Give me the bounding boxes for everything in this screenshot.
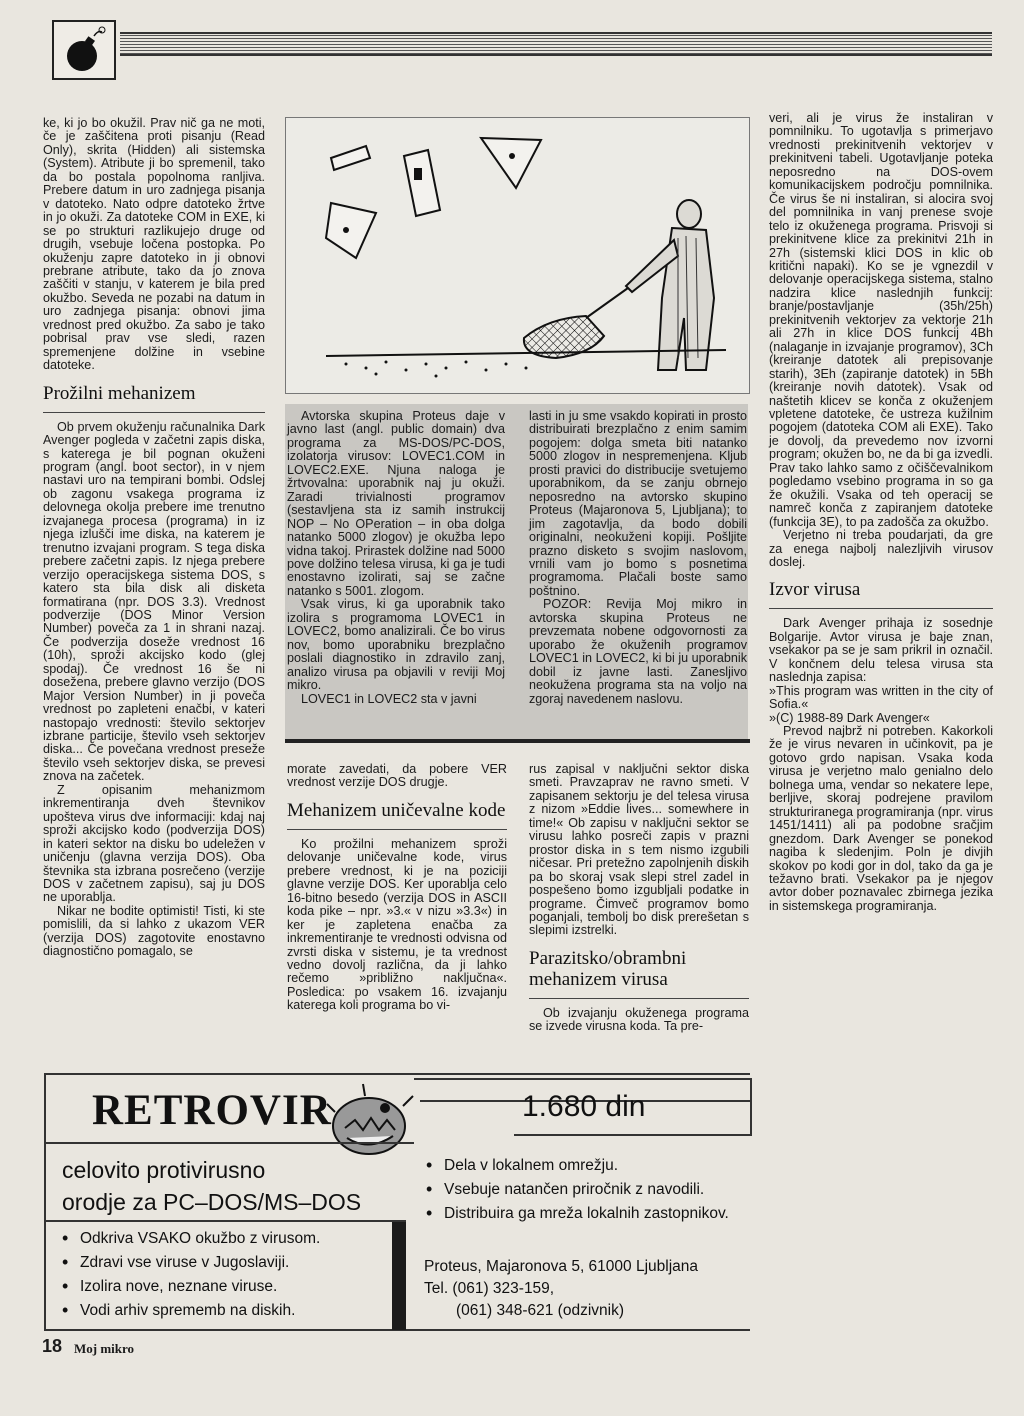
- ad-feature: • Dela v lokalnem omrežju.: [424, 1154, 744, 1178]
- info-paragraph: LOVEC1 in LOVEC2 sta v javni: [301, 691, 477, 706]
- col3-paragraph: Ob izvajanju okuženega programa se izvede virusna koda. Ta pre-: [529, 1005, 749, 1034]
- ad-feature: • Zdravi vse viruse v Jugoslaviji.: [60, 1251, 400, 1275]
- box-bottom-rule: [285, 739, 750, 743]
- ad-feature: • Odkriva VSAKO okužbo z virusom.: [60, 1227, 400, 1251]
- col1-paragraph: Z opisanim mehanizmom inkrementiranja dveh števnikov upošteva virus dve informaciji: kdaj naj sproži akcijsko kodo (podverzija DOS) in kateri sektor na disku bo udeležen v uničenju (glavna verzija DOS). Oba števnika sta izbrana posrečeno (verzije DOS v začetnem zapisu), saj ju DOS ne uporablja.: [43, 782, 265, 905]
- col3-top: rus zapisal v naključni sektor diska smeti. Pravzaprav ne ravno smeti. V zapisanem sektorju je del telesa virusa z nizom »Eddie lives... somewhere in time!« Ob zapisu v naključni sektor se virusu lahko posreči zapis v prazni prostor diska in s tem nismo izgubili ničesar. Pri pretežno zapolnjenih diskih pa bo skoraj vsak slepi strel zadel in pospešeno bomo izgubljali podatke in programe. Čimveč programov bomo poganjali, tembolj bo disk prerešetan s slepimi izstrelki.: [529, 762, 749, 938]
- ad-features-right: [424, 1154, 744, 1226]
- info-paragraph: Vsak virus, ki ga uporabnik tako izolira s programoma LOVEC1 in LOVEC2, bomo analizirali. Če bo virus nov, bomo uporabniku brezplačno poslali diagnostiko in zdravilo zanj, analizo virusa pa objavili v reviji Moj mikro.: [287, 597, 505, 693]
- page-number: 18: [42, 1336, 63, 1356]
- ad-feature: • Vodi arhiv sprememb na diskih.: [60, 1299, 400, 1323]
- col4-paragraph: Prevod najbrž ni potreben. Kakorkoli že je virus nevaren in učinkovit, pa je gotovo grdo napisan. Vsaka koda virusa je verjetno malo genialno delo bolnega uma, vendar so nekatere lepe, berljive, skoraj podrejene pravilom strukturiranega programiranja (npr. virus 1451/1411) ali pa podobne sračjim gnezdom. Dark Avenger se ponekod nagiba k sledenjim. Poln je divjih skokov po kodi gor in dol, tako da ga je težavno brati. Vsekakor pa je njegov avtor dober poznavalec zbirnega jezika in sistemskega programiranja.: [769, 724, 993, 913]
- ad-feature: • Vsebuje natančen priročnik z navodili.: [424, 1178, 744, 1202]
- magazine-name: Moj mikro: [74, 1341, 135, 1356]
- man-catching-diskettes-icon: [286, 118, 749, 393]
- ad-tagline-1: celovito protivirusno: [62, 1157, 266, 1183]
- ad-feature: • Izolira nove, neznane viruse.: [60, 1275, 400, 1299]
- bomb-icon-box: [52, 20, 116, 80]
- col1-intro: ke, ki jo bo okužil. Prav nič ga ne moti, če je zaščitena proti pisanju (Read Only), skrita (Hidden) ali sistemska (System). Atribute ji bo spremenil, tako da bo postala popolnoma ranljiva. Prebere datum in uro zadnjega pisanja v datoteko. Nato odpre datoteko žrtve in jo okuži. Za datoteke COM in EXE, ki se po strukturi razlikujejo druge od drugih, vsebuje ločena postopka. Po okuženju zapre datoteko in ji obnovi prebrane atribute, tako da jo znova zaščiti v stanju, v katerem je bila pred okužbo. Seveda ne pozabi na datum in uro zadnjega pisanja: obnovi jima vrednost pred okužbo. Za sabo je tako pobrisal prav vse sledi, razen spremenjene dolžine in vsebine datoteke.: [43, 116, 265, 373]
- col1-paragraph: Nikar ne bodite optimisti! Tisti, ki ste pomislili, da si lahko z ukazom VER (verzija DOS) zagotovite enostavno diagnostično pomagalo, se: [43, 903, 265, 959]
- section-rule: [529, 998, 749, 999]
- illustration: [285, 117, 750, 394]
- ad-tagline-2: orodje za PC–DOS/MS–DOS: [62, 1189, 362, 1215]
- column-2: [287, 763, 507, 1013]
- ad-feature: • Distribuira ga mreža lokalnih zastopnikov.: [424, 1202, 744, 1226]
- ad-divider: [44, 1142, 414, 1144]
- col4-paragraph: Verjetno ni treba poudarjati, da gre za enega najbolj nalezljivih virusov doslej.: [769, 528, 993, 569]
- info-box-left: [287, 410, 505, 706]
- col4-quote: »This program was written in the city of Sofia.«: [769, 683, 993, 712]
- col2-top: morate zavedati, da pobere VER vrednost verzije DOS drugje.: [287, 762, 507, 790]
- section-title-parasitic: Parazitsko/obrambni mehanizem virusa: [529, 947, 687, 990]
- col4-quote: »(C) 1988-89 Dark Avenger«: [769, 710, 930, 725]
- ad-brand: RETROVIR: [92, 1087, 332, 1134]
- column-3: [529, 763, 749, 1034]
- ad-divider: [44, 1220, 406, 1222]
- section-title-trigger: Prožilni mehanizem: [43, 382, 196, 404]
- info-box-right: [529, 410, 747, 706]
- header-stripe: [120, 32, 992, 56]
- virus-creature-icon: [325, 1082, 415, 1164]
- bomb-icon: [54, 22, 114, 78]
- col4-paragraph: Dark Avenger prihaja iz sosednje Bolgarije. Avtor virusa je baje znan, vsekakor pa se je sam prikril in označil. V končnem delu telesa virusa sta naslednja zapisa:: [769, 616, 993, 685]
- col1-paragraph: Ob prvem okuženju računalnika Dark Avenger pogleda v začetni zapis diska, s katerega je bil pognan okuženi program (angl. boot sector), in v njem nastavi uro na tempirani bombi. Odslej ob zagonu vsakega programa iz delovnega okolja prebere ime trenutno izvajanega procesa (programa) in iz njega izlušči ime diska, na katerem je trenutno izvajani program. S tega diska prebere začetni zapis. Iz njega prebere verzijo operacijskega sistema DOS, s katero sta bila disk ali disketa formatirana (npr. DOS 3.3). Vrednost podverzije (DOS Minor Version Number) poveča za 1 in shrani nazaj. Če podverzija doseže vrednost 16 (10h), sproži akcijsko kodo (glej spodaj). Če vrednost 16 še ni dosežena, prebere glavno verzijo (DOS Major Version Number) in ji poveča vrednost po zapleteni enačbi, v kateri nastopajo vrednosti: število sektorjev izbrane particije, število vseh sektorjev diska... Če povečana vrednost preseže število vseh sektorjev diska, se prevesi znova na začetek.: [43, 419, 265, 784]
- section-title-destruction: Mehanizem uničevalne kode: [287, 799, 506, 821]
- ad-tel-1: Tel. (061) 323-159,: [424, 1280, 555, 1297]
- ad-tel-2: (061) 348-621 (odzivnik): [456, 1302, 625, 1319]
- price-line: [414, 1078, 750, 1080]
- ad-left-border: [44, 1073, 46, 1331]
- col2-paragraph: Ko prožilni mehanizem sproži delovanje uničevalne kode, virus prebere vrednost, ki je na poziciji glavne verzije DOS. Ker uporablja celo 16-bitno besedo (verzija DOS in ASCII koda pike – npr. »3.« v nizu »3.3«) in ker je zapletena enačba za inkrementiranje te vrednosti odvisna od zvrsti diska v sistemu, je ta vrednost vedno dovolj različna, da ji lahko rečemo »približno naključna«. Posledica: po vsakem 16. izvajanju katerega koli programa bo vi-: [287, 836, 507, 1013]
- ad-black-bar: [392, 1222, 406, 1330]
- ad-features-left: [60, 1227, 400, 1323]
- info-paragraph: Avtorska skupina Proteus daje v javno last (angl. public domain) dva programa za MS-DOS/PC-DOS, izolatorja virusov: LOVEC1.COM in LOVEC2.EXE. Njuna naloga je žrtvovalna: uporabnik naj ju okuži. Zaradi trivialnosti programov (sestavljena sta iz samih instrukcij NOP – No OPeration – in oba dolga natanko 5000 zlogov) je okužba lepo vidna takoj. Prirastek dolžine nad 5000 pove dolžino telesa virusa, ki ga je tudi enostavno izolirati, saj se začne natanko s 5001. zlogom.: [287, 409, 505, 598]
- ad-address: Proteus, Majaronova 5, 61000 Ljubljana: [424, 1258, 699, 1275]
- info-paragraph: POZOR: Revija Moj mikro in avtorska skupina Proteus ne prevzemata nobene odgovornosti za uporabo že okuženih programov LOVEC1 in LOVEC2, ki bi ju uporabnik dobil iz javne lasti. Zanesljivo neokužena programa sta na voljo na zgoraj navedenem naslovu.: [529, 597, 747, 706]
- column-4: [769, 112, 993, 913]
- column-1: [43, 117, 265, 959]
- section-rule: [287, 829, 507, 830]
- ad-price: 1.680 din: [522, 1090, 646, 1123]
- info-paragraph: lasti in ju sme vsakdo kopirati in prosto distribuirati brezplačno z enim samim pogojem: dolga smeta biti natanko 5000 zlogov in nespremenjena. Kljub prosti pravici do distribucije svetujemo uporabnikom, da se zanju obrnejo neposredno na avtorsko skupino Proteus (Majaronova 5, Ljubljana); to jim zagotavlja, da bodo dobili originalni, neokuženi kopiji. Pošljite prazno disketo s svojim naslovom, vrnili vam jo bomo s posnetima programoma. Plačali boste samo poštnino.: [529, 409, 747, 598]
- section-rule: [43, 412, 265, 413]
- col4-top: veri, ali je virus že instaliran v pomnilniku. To ugotavlja s primerjavo vrednosti prekinitvenih vektorjev v prekinitveni tabeli. Ugotavljanje poteka neposredno na DOS-ovem komunikacijskem področju pomnilnika. Če virus še ni instaliran, si alocira svoj del pomnilnika in vanj prenese svoje telo iz okuženega programa. Prisvoji si prekinitvene klice za prekinitvi 21h in 27h (sistemski klici DOS in klic ob kritični napaki). Ko se je vgnezdil v delovanje operacijskega sistema, stalno nadzira klice naslednjih funkcij: branje/postavljanje (35h/25h) prekinitvenih vektorjev za vektorje 21h ali 27h in klice DOS funkcij 4Bh (nalaganje in izvajanje programov), 3Ch (kreiranje datotek ali prepisovanje starih), 3Eh (zapiranje datotek) in 5Bh (kreiranje novih datotek). Vsak od naštetih klicev se konča z okuženjem vpletene datoteke, če ustreza kužilnim pogojem (datoteka COM ali EXE). Tako je dovolj, da prevedemo nov izvorni program; okužen bo, ne da bi ga izvedli. Prav tako lahko samo z očiščevalnikom pogledamo vsebino programa in so ga že okužili. Vsaka od teh operacij se namreč konča z zapiranjem datoteke (funkcija 3E), to pa zadošča za okužbo.: [769, 111, 993, 529]
- section-rule: [769, 608, 993, 609]
- section-title-origin: Izvor virusa: [769, 579, 861, 601]
